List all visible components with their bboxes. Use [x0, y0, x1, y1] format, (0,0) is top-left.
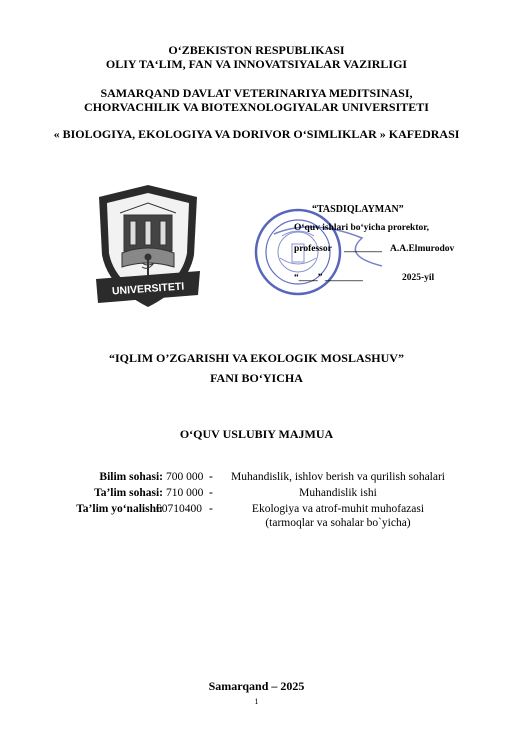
university-line-2: CHORVACHILIK VA BIOTEXNOLOGIYALAR UNIVERSITETI: [84, 100, 429, 114]
info-value: Muhandislik ishi: [299, 487, 377, 499]
approval-role: O‘quv ishlari bo‘yicha prorektor,: [294, 223, 429, 233]
info-label: Ta’lim yo‘nalishi:: [76, 503, 163, 515]
info-dash: -: [209, 487, 213, 499]
info-code: 710 000: [166, 487, 204, 499]
info-value-extra: (tarmoqlar va sohalar bo`yicha): [265, 517, 411, 529]
department-name: « BIOLOGIYA, EKOLOGIYA VA DORIVOR O‘SIMLIKLAR » KAFEDRASI: [53, 127, 460, 141]
course-title: “IQLIM O’ZGARISHI VA EKOLOGIK MOSLASHUV”: [109, 351, 404, 365]
info-label: Ta’lim sohasi:: [94, 487, 163, 499]
info-value: Ekologiya va atrof-muhit muhofazasi: [251, 503, 425, 515]
info-row: [0, 487, 513, 501]
info-dash: -: [209, 471, 213, 483]
course-subtitle: FANI BO‘YICHA: [210, 371, 303, 385]
approval-signature-line: ________: [344, 244, 382, 254]
ministry-line-1: O‘ZBEKISTON RESPUBLIKASI: [168, 43, 345, 57]
approval-year: 2025-yil: [402, 273, 435, 283]
info-value: Muhandislik, ishlov berish va qurilish sohalari: [230, 471, 445, 483]
ministry-line-2: OLIY TA‘LIM, FAN VA INNOVATSIYALAR VAZIRLIGI: [105, 57, 408, 71]
approval-date-blank: “____” ________: [294, 273, 363, 283]
approval-name: A.A.Elmurodov: [390, 244, 455, 254]
approval-prefix: professor: [294, 244, 332, 254]
info-row: [0, 471, 513, 485]
approval-title: “TASDIQLAYMAN”: [312, 204, 404, 215]
info-label: Bilim sohasi:: [99, 471, 163, 483]
approval-stamp-block: [252, 196, 455, 314]
page-number: 1: [254, 697, 259, 706]
document-type: O‘QUV USLUBIY MAJMUA: [179, 427, 334, 441]
info-code: 700 000: [166, 471, 204, 483]
university-line-1: SAMARQAND DAVLAT VETERINARIYA MEDITSINASI,: [100, 86, 413, 100]
info-dash: -: [209, 503, 213, 515]
university-logo: [92, 183, 204, 315]
info-row: [0, 503, 513, 517]
city-year: Samarqand – 2025: [208, 679, 305, 693]
info-row-continuation: [0, 517, 513, 531]
info-code: 60710400: [156, 503, 202, 515]
svg-text:UNIVERSITETI: UNIVERSITETI: [111, 280, 185, 298]
